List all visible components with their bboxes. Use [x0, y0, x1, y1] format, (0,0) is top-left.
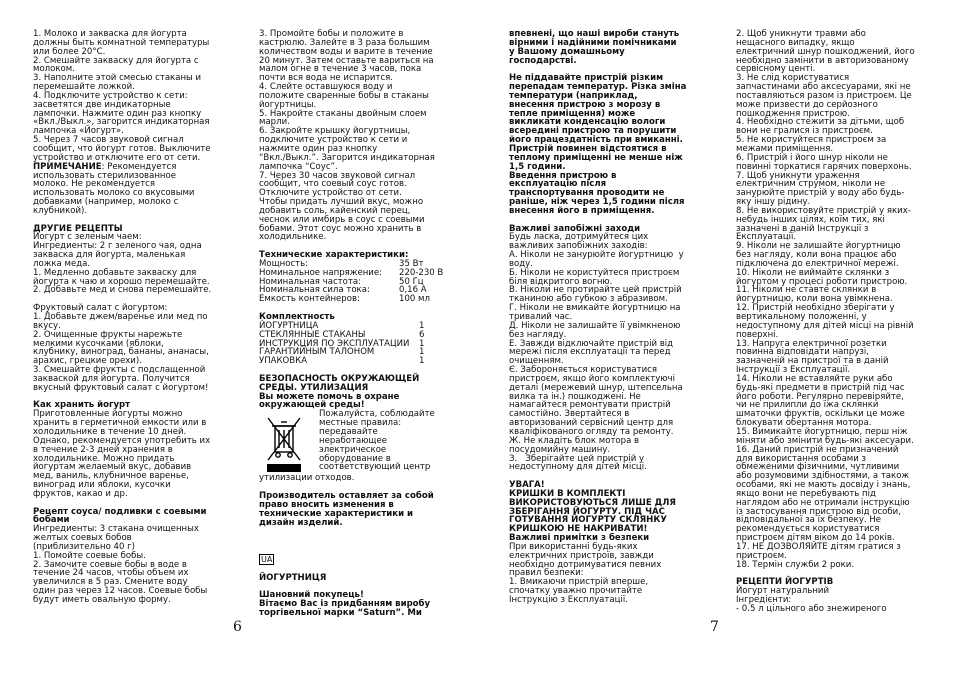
text-line: відповідальної за їх безпеку. Не — [736, 515, 882, 526]
text-line: посудомийну машину. — [509, 444, 611, 455]
text-line: вкусу. — [33, 320, 61, 331]
text-line: кваліфікованого огляду та ремонту. — [509, 426, 674, 437]
text-line: пошкодження пристрою. — [736, 108, 850, 119]
text-line: зазначені в даній Інструкції з — [736, 223, 869, 234]
text-line: 7. Через 30 часов звуковой сигнал — [259, 170, 416, 181]
text-line: нажмите один раз кнопку — [259, 143, 378, 154]
kit-label: ГАРАНТИЙНЫМ ТАЛОНОМ — [259, 347, 375, 358]
note-text: : Рекомендуется — [101, 161, 177, 172]
text-line: 1. Помойте соевые бобы. — [33, 550, 146, 561]
text-line: 2. Смешайте закваску для йогурта с — [33, 55, 199, 66]
spacer — [259, 527, 464, 536]
page-right-column-1 — [509, 30, 714, 605]
text-line: ЗБЕРІГАННЯ ЙОГУРТУ. ПІД ЧАС — [509, 506, 665, 517]
kit-label: ЙОГУРТНИЦА — [259, 320, 319, 331]
text-line: яку іншу рідину. — [736, 197, 811, 208]
text-line: Чтобы придать лучший вкус, можно — [259, 197, 424, 208]
text-line: количеством воды и варите в течение — [259, 46, 433, 57]
text-line: температури (наприклад, — [509, 90, 638, 101]
text-line: Пристрій повинен відстоятися в — [509, 143, 667, 154]
text-line: блокувати обертання мотора. — [736, 418, 872, 429]
text-line: 1. Медленно добавьте закваску для — [33, 267, 197, 278]
text-line: 2. Добавьте мед и снова перемешайте. — [33, 285, 212, 296]
text-line: необхідно замінити в авторизованому — [736, 55, 909, 66]
text-line: без нагляду, коли вона працює або — [736, 250, 897, 261]
text-line: мережі після експлуатації та перед — [509, 347, 671, 358]
text-line: арахис, грецкие орехи). — [33, 356, 142, 367]
page-number-left: 6 — [233, 619, 242, 635]
text-line: Д. Ніколи не залишайте її увімкненою — [509, 320, 681, 331]
text-line: 7. Щоб уникнути ураження — [736, 170, 860, 181]
text-line: 13. Напруга електричної розетки — [736, 338, 887, 349]
text-line: пристроєм, якщо його комплектуючі — [509, 373, 675, 384]
text-line: транспортування проводити не — [509, 188, 665, 199]
text-line: «Вкл./Выкл.», загорится индикаторная — [33, 117, 210, 128]
text-line: торгівельної марки “Saturn”. Ми — [259, 608, 422, 619]
section-heading: УВАГА! — [509, 480, 545, 491]
text-line: із застосування пристрою від особи, — [736, 506, 901, 517]
recycle-bin-icon — [259, 410, 309, 474]
text-line: - 0.5 л цільного або знежиреного — [736, 603, 887, 614]
kit-value: 6 — [419, 329, 425, 340]
section-heading: СРЕДЫ. УТИЛИЗАЦИЯ — [259, 382, 369, 393]
text-line: якщо вони не перебувають під — [736, 488, 876, 499]
text-line: 1,5 години. — [509, 161, 566, 172]
spec-row — [259, 295, 464, 304]
text-line: теплому приміщенні не менше ніж — [509, 152, 683, 163]
text-line: вірними і надійними помічниками — [509, 37, 677, 48]
recycle-text — [319, 410, 435, 474]
text-line: в течение 2-3 дней хранения в — [33, 444, 173, 455]
text-line: намагайтеся ремонтувати пристрій — [509, 400, 671, 411]
text-line: 2. Очищенные фрукты нарежьте — [33, 329, 183, 340]
text-line: йогуртницю, коли вона увімкнена. — [736, 294, 893, 305]
text-line: внесення пристрою з морозу в — [509, 99, 661, 110]
spec-value: 100 мл — [399, 294, 430, 305]
text-line: перепадам температур. Різка зміна — [509, 82, 687, 93]
text-line: недоступному для дітей місці на рівній — [736, 320, 914, 331]
text-line: Вітаємо Вас із придбанням виробу — [259, 599, 431, 610]
text-line: вкусный фруктовый салат с йогуртом! — [33, 382, 209, 393]
text-line: правил безпеки: — [509, 568, 584, 579]
text-line: виноград или яблоки, кусочки — [33, 480, 171, 491]
text-line: А. Ніколи не занурюйте йогуртницю у — [509, 250, 684, 261]
text-line: использовать молоко со вкусовыми — [33, 188, 195, 199]
text-line: Йогурт натуральний — [736, 586, 830, 597]
section-heading: Комплектность — [259, 312, 335, 322]
text-line: 4. Слейте оставшуюся воду и — [259, 82, 393, 93]
text-line: йогуртом у процесі роботи пристрою. — [736, 276, 908, 287]
text-line: использовать стерилизованное — [33, 170, 176, 181]
text-line: Введення пристрою в — [509, 170, 617, 181]
text-line: В. Ніколи не протирайте цей пристрій — [509, 285, 682, 296]
text-line: впевнені, що наші вироби стануть — [509, 29, 680, 39]
text-line: Пожалуйста, соблюдайте — [319, 409, 435, 420]
text-line: З. Зберігайте цей пристрій у — [509, 453, 645, 464]
text-line: электрическое — [319, 444, 387, 455]
text-line: Ингредиенты: 2 г зеленого чая, одна — [33, 241, 202, 252]
text-line: 3. Промойте бобы и положите в — [259, 29, 404, 39]
text-line: 3. Не слід користуватися — [736, 73, 850, 84]
text-line: чи не прилипли до їжа склянки — [736, 400, 879, 411]
text-line: нещасного випадку, якщо — [736, 37, 855, 48]
kit-label: ИНСТРУКЦИЯ ПО ЭКСПЛУАТАЦИИ — [259, 338, 410, 349]
text-line: право вносить изменения в — [259, 499, 394, 510]
text-line: 2. Замочите соевые бобы в воде в — [33, 559, 187, 570]
text-line: (приблизительно 40 г) — [33, 541, 135, 552]
kit-value: 1 — [419, 356, 425, 367]
kit-row — [259, 357, 464, 366]
section-heading: Важливі запобіжні заходи — [509, 223, 641, 234]
text-line: вертикальному положенні, у — [736, 312, 867, 322]
spec-value: 35 Вт — [399, 258, 424, 269]
text-line: мелкими кусочками (яблоки, — [33, 338, 164, 349]
note-title: ПРИМЕЧАНИЕ — [33, 161, 102, 172]
spec-label: Емкость контейнеров: — [259, 294, 360, 305]
text-line: передавайте — [319, 426, 378, 437]
section-heading: Рецепт соуса/ подливки с соевыми — [33, 506, 207, 517]
text-line: Е. Завжди відключайте пристрій від — [509, 338, 674, 349]
kit-label: УПАКОВКА — [259, 356, 308, 367]
spec-value: 0,16 А — [399, 285, 427, 296]
text-line: холодильнике. Можно придать — [33, 453, 175, 464]
language-marker — [259, 554, 464, 565]
text-line: Експлуатації. — [736, 232, 797, 243]
text-line: закваской для йогурта. Получится — [33, 373, 190, 384]
text-line: молоком. — [33, 64, 75, 75]
text-line: технические характеристики и — [259, 508, 414, 519]
text-line: міняти або змінити будь-які аксесуари. — [736, 435, 914, 446]
text-line: 6. Пристрій і його шнур ніколи не — [736, 152, 888, 163]
text-line: 4. Необхідно стежити за дітьми, щоб — [736, 117, 905, 128]
text-line: один раз через 12 часов. Соевые бобы — [33, 586, 208, 597]
text-line: или более 20°С. — [33, 46, 106, 57]
spec-label: Номинальное напряжение: — [259, 267, 382, 278]
text-line: Йогурт с зеленым чаем: — [33, 232, 142, 243]
text-line: 8. Не використовуйте пристрій у яких- — [736, 205, 911, 216]
text-line: для використання особами з — [736, 453, 867, 464]
text-line: 10. Ніколи не виймайте склянки з — [736, 267, 890, 278]
text-line: у Вашому домашньому — [509, 46, 625, 57]
text-line: 9. Ніколи не залишайте йогуртницю — [736, 241, 901, 252]
text-line: Однако, рекомендуется употребить их — [33, 435, 211, 446]
spec-label: Номинальная сила тока: — [259, 285, 370, 296]
section-heading: ЙОГУРТНИЦЯ — [259, 572, 327, 583]
text-line: сообщит, что йогурт готов. Выключите — [33, 143, 211, 154]
text-line: повинні торкатися гарячих поверхонь. — [736, 161, 912, 172]
text-line: 14. Ніколи не вставляйте руки або — [736, 373, 893, 384]
text-line: 1. Добавьте джем/варенье или мед по — [33, 312, 208, 322]
text-line: авторизований сервісний центр для — [509, 418, 674, 429]
text-line: КРИШКИ В КОМПЛЕКТІ — [509, 488, 626, 499]
text-line: Будь ласка, дотримуйтеся цих — [509, 232, 649, 243]
text-line: 5. Накройте стаканы двойным слоем — [259, 108, 427, 119]
text-line: Вы можете помочь в охране — [259, 391, 400, 402]
text-line: должны быть комнатной температуры — [33, 37, 210, 48]
text-line: викликати конденсацію вологи — [509, 117, 666, 128]
text-line: перемешайте ложкой. — [33, 82, 135, 93]
text-line: молоко. Не рекомендуется — [33, 179, 156, 190]
text-line: спочатку уважно прочитайте — [509, 586, 643, 597]
text-line: деталі (мережевий шнур, штепсельна — [509, 382, 683, 393]
text-line: підключена до електричної мережі. — [736, 258, 899, 269]
page-left-column-1 — [33, 30, 238, 605]
text-line: фруктов, какао и др. — [33, 488, 128, 499]
text-line: 5. Не користуйтеся пристроєм за — [736, 135, 887, 146]
text-line: особами, які не мають досвіду і знань, — [736, 480, 911, 491]
text-line: Производитель оставляет за собой — [259, 490, 434, 501]
text-line: воду. — [509, 258, 533, 269]
text-line: бобами. Этот соус можно хранить в — [259, 223, 422, 234]
text-line: зазначеній на пристрої та в даній — [736, 356, 889, 367]
spec-value: 220-230 В — [399, 267, 444, 278]
text-line: шматочки фруктів, оскільки це може — [736, 409, 905, 420]
kit-value: 1 — [419, 347, 425, 358]
text-line: Інструкцію з Експлуатації. — [509, 595, 628, 605]
text-line: Отключите устройство от сети. — [259, 188, 402, 199]
text-line: сервісному центі. — [736, 64, 816, 75]
text-line: небудь інших цілях, коїм тих, які — [736, 214, 885, 225]
spec-label: Номинальная частота: — [259, 276, 361, 287]
text-line: клубнику, виноград, бананы, ананасы, — [33, 347, 209, 358]
text-line: Шановний покупець! — [259, 590, 364, 601]
text-line: важливих запобіжних заходів: — [509, 241, 648, 252]
text-line: холодильнике. — [259, 232, 327, 243]
page-right-column-2 — [736, 30, 941, 614]
section-heading: БЕЗОПАСНОСТЬ ОКРУЖАЮЩЕЙ — [259, 373, 420, 384]
text-line: мед, ваниль, клубничное варенье, — [33, 471, 189, 482]
text-line: наглядом або не отримали інструкцію — [736, 497, 910, 508]
text-line: Приготовленные йогурты можно — [33, 409, 183, 420]
text-line: засветятся две индикаторные — [33, 99, 171, 110]
text-line: тривалий час. — [509, 312, 573, 322]
text-line: марли. — [259, 117, 290, 128]
text-line: 5. Через 7 часов звуковой сигнал — [33, 135, 184, 146]
text-line: устройство и отключите его от сети. — [33, 152, 201, 163]
text-line: господарстві. — [509, 55, 577, 66]
text-line: 12. Пристрій необхідно зберігати у — [736, 303, 895, 314]
text-line: внесення його в приміщення. — [509, 205, 655, 216]
text-line: пристроєм дітям віком до 14 років. — [736, 533, 895, 544]
text-line: 18. Термін служби 2 роки. — [736, 559, 855, 570]
recycling-block — [259, 410, 464, 474]
text-line: тепле приміщення) може — [509, 108, 636, 119]
text-line: 15. Вимикайте йогуртницю, перш ніж — [736, 426, 908, 437]
text-line: При використанні будь-яких — [509, 541, 638, 552]
text-line: обмеженими фізичними, чутливими — [736, 462, 900, 473]
text-line: неработающее — [319, 435, 387, 446]
text-line: 1. Вмикаючи пристрій вперше, — [509, 577, 649, 588]
text-line: желтых соевых бобов — [33, 533, 132, 544]
text-line: лампочка “Соус”. — [259, 161, 338, 172]
text-line: 16. Даний пристрій не призначений — [736, 444, 899, 455]
text-line: 20 минут. Затем оставьте вариться на — [259, 55, 434, 66]
text-line: Є. Забороняється користуватися — [509, 365, 658, 376]
text-line: 17. НЕ ДОЗВОЛЯЙТЕ дітям гратися з — [736, 541, 901, 552]
text-line: чеснок или имбирь в соус с соевыми — [259, 214, 425, 225]
section-heading: ДРУГИЕ РЕЦЕПТЫ — [33, 223, 123, 234]
text-line: будь-які предмети в пристрій під час — [736, 382, 905, 393]
text-line: местные правила: — [319, 418, 402, 429]
text-line: повинна відповідати напрузі, — [736, 347, 870, 358]
section-heading: Технические характеристики: — [259, 250, 409, 261]
section-heading: РЕЦЕПТИ ЙОГУРТІВ — [736, 577, 834, 588]
text-line: необхідно дотримуватися певних — [509, 559, 662, 570]
text-line: його роботи. Регулярно перевіряйте, — [736, 391, 904, 402]
text-line: 3. Наполните этой смесью стаканы и — [33, 73, 202, 84]
text-line: раніше, ніж через 1,5 години після — [509, 197, 685, 208]
text-line: дизайн изделий. — [259, 517, 343, 528]
text-line: електричних пристроїв, завжди — [509, 550, 654, 561]
text-line: пристроєм. — [736, 550, 787, 561]
text-line: запчастинами або аксесуарами, які не — [736, 82, 911, 93]
text-line: Ингредиенты: 3 стакана очищенных — [33, 524, 199, 535]
text-line: увеличился в 5 раз. Смените воду — [33, 577, 188, 588]
text-line: вилка та ін.) пошкоджені. Не — [509, 391, 641, 402]
text-line: клубникой). — [33, 205, 88, 216]
text-line: може призвести до серйозного — [736, 99, 878, 110]
text-line: самостійно. Звертайтеся в — [509, 409, 630, 420]
text-line: Важливі примітки з безпеки — [509, 533, 650, 544]
text-line: або розумовими здібностями, а також — [736, 471, 910, 482]
text-line: Не піддавайте пристрій різким — [509, 73, 664, 84]
text-line: недоступному для дітей місці. — [509, 462, 647, 473]
text-line: вони не гралися із пристроєм. — [736, 126, 873, 137]
text-line: ложка меда. — [33, 258, 91, 269]
kit-value: 1 — [419, 338, 425, 349]
text-line: Інструкції з Експлуатації. — [736, 365, 851, 376]
text-line: йогуртницы. — [259, 99, 317, 110]
text-line: йогуртам желаемый вкус, добавив — [33, 462, 192, 473]
text-line: КРИШКОЮ НЕ НАКРИВАТИ! — [509, 524, 648, 535]
text-line: утилизации отходов. — [259, 473, 355, 484]
kit-value: 1 — [419, 320, 425, 331]
text-line: окружающей среды! — [259, 400, 365, 411]
spacer — [259, 536, 464, 545]
text-line: Фруктовый салат с йогуртом: — [33, 303, 168, 314]
text-line: лампочка «Йогурт». — [33, 126, 124, 137]
text-line: поверхні. — [736, 329, 779, 340]
spacer — [259, 545, 464, 554]
text-line: сообщит, что соевый соус готов. — [259, 179, 407, 190]
text-line: тканиною або губкою з абразивом. — [509, 294, 668, 305]
text-line: подключите устройство к сети и — [259, 135, 408, 146]
section-heading: Как хранить йогурт — [33, 400, 131, 411]
text-line: добавить соль, кайенский перец, — [259, 205, 411, 216]
text-line: експлуатацію після — [509, 179, 607, 190]
text-line: 11. Ніколи не ставте склянки в — [736, 285, 877, 296]
text-line: оборудование в — [319, 453, 391, 464]
text-line: Г. Ніколи не вмикайте йогуртницю на — [509, 303, 681, 314]
text-line: холодильнике в течение 10 дней. — [33, 426, 187, 437]
spec-label: Мощность: — [259, 258, 309, 269]
text-line: електричним струмом, ніколи не — [736, 179, 886, 190]
text-line: малом огне в течение 3 часов, пока — [259, 64, 422, 75]
text-line: Б. Ніколи не користуйтеся пристроєм — [509, 267, 680, 278]
text-line: йогурта к чаю и хорошо перемешайте. — [33, 276, 210, 287]
text-line: течение 24 часов, чтобы объем их — [33, 568, 189, 579]
text-line: занурюйте пристрій у воду або будь- — [736, 188, 905, 199]
text-line: кастрюлю. Залейте в 3 раза большим — [259, 37, 430, 48]
text-line: 1. Молоко и закваска для йогурта — [33, 29, 187, 39]
text-line: біля відкритого вогню. — [509, 276, 613, 287]
text-line: всередині пристрою та порушити — [509, 126, 677, 137]
text-line: без нагляду. — [509, 329, 567, 340]
text-line: ГОТУВАННЯ ЙОГУРТУ СКЛЯНКУ — [509, 515, 667, 526]
page-left-column-2 — [259, 30, 464, 618]
text-line: закваска для йогурта, маленькая — [33, 250, 186, 261]
text-line: 6. Закройте крышку йогуртницы, — [259, 126, 411, 137]
text-line: лампочки. Нажмите один раз кнопку — [33, 108, 202, 119]
page-number-right: 7 — [710, 619, 719, 635]
text-line: положите сваренные бобы в стаканы — [259, 90, 429, 101]
text-line: хранить в герметичной емкости или в — [33, 418, 207, 429]
text-line: очищенням. — [509, 356, 564, 367]
text-line: рекомендується користуватися — [736, 524, 880, 535]
text-line: поставляються разом із пристроєм. Це — [736, 90, 912, 101]
text-line: соответствующий центр — [319, 462, 431, 473]
language-badge: UA — [261, 554, 273, 564]
kit-label: СТЕКЛЯННЫЕ СТАКАНЫ — [259, 329, 366, 340]
text-line: його працездатність при вмиканні. — [509, 135, 683, 146]
text-line: електричний шнур пошкоджений, його — [736, 46, 915, 57]
section-heading: бобами — [33, 515, 70, 526]
text-line: будут иметь овальную форму. — [33, 595, 171, 605]
text-line: Інгредієнти: — [736, 595, 792, 605]
text-line: межами приміщення. — [736, 143, 834, 154]
text-line: добавками (например, молоко с — [33, 197, 179, 208]
text-line: ВИКОРИСТОВУЮТЬСЯ ЛИШЕ ДЛЯ — [509, 497, 676, 508]
text-line: 2. Щоб уникнути травми або — [736, 29, 866, 39]
text-line: почти вся вода не испарится. — [259, 73, 393, 84]
spec-value: 50 Гц — [399, 276, 424, 287]
text-line: 4. Подключите устройство к сети: — [33, 90, 188, 101]
text-line: Ж. Не кладіть блок мотора в — [509, 435, 640, 446]
text-line: 3. Смешайте фрукты с подслащенной — [33, 365, 206, 376]
text-line: “Вкл./Выкл.”. Загорится индикаторная — [259, 152, 435, 163]
